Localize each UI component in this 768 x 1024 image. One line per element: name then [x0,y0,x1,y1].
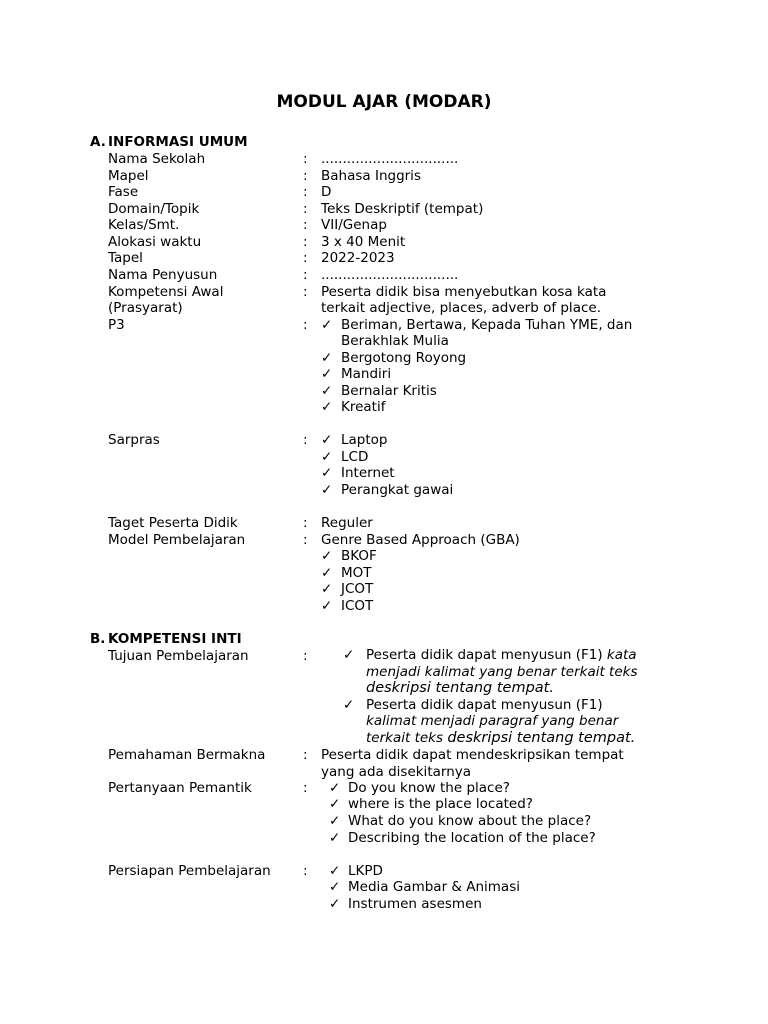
field-label: Mapel [108,168,149,184]
p3-item: ✓ Kreatif [321,399,386,415]
section-b-title: KOMPETENSI INTI [108,631,242,647]
colon: : [303,515,308,531]
sarpras-item: ✓ Perangkat gawai [321,482,454,498]
checkmark-icon: ✓ [329,863,341,879]
checkmark-icon: ✓ [321,581,333,597]
colon: : [303,532,308,548]
field-value: 3 x 40 Menit [321,234,406,250]
pertanyaan-item: ✓ where is the place located? [329,796,533,812]
model-item: ✓ MOT [321,565,372,581]
colon: : [303,747,308,763]
checkmark-icon: ✓ [329,896,341,912]
section-b-letter: B. [90,631,106,647]
colon: : [303,217,308,233]
kompetensi-awal-line1: Peserta didik bisa menyebutkan kosa kata [321,284,607,300]
p3-item: ✓ Mandiri [321,366,392,382]
kompetensi-awal-line2: terkait adjective, places, adverb of place. [321,300,601,316]
pertanyaan-item: ✓ Do you know the place? [329,780,510,796]
checkmark-icon: ✓ [321,350,333,366]
checkmark-icon: ✓ [321,366,333,382]
colon: : [303,648,308,664]
sarpras-item: ✓ LCD [321,449,369,465]
tujuan-item-1-line3: deskripsi tentang tempat. [366,680,554,696]
checkmark-icon: ✓ [329,830,341,846]
field-label: Nama Sekolah [108,151,206,167]
sarpras-item: ✓ Laptop [321,432,388,448]
p3-item: ✓ Beriman, Bertawa, Kepada Tuhan YME, dan [321,317,633,333]
p3-label: P3 [108,317,125,333]
model-label: Model Pembelajaran [108,532,246,548]
field-value: 2022-2023 [321,250,395,266]
colon: : [303,317,308,333]
checkmark-icon: ✓ [321,317,333,333]
checkmark-icon: ✓ [321,598,333,614]
checkmark-icon: ✓ [321,482,333,498]
field-value: VII/Genap [321,217,387,233]
field-label: Alokasi waktu [108,234,202,250]
field-label: Tapel [108,250,143,266]
checkmark-icon: ✓ [329,813,341,829]
colon: : [303,250,308,266]
pemahaman-label: Pemahaman Bermakna [108,747,266,763]
p3-item: ✓ Bernalar Kritis [321,383,437,399]
field-value: D [321,184,332,200]
colon: : [303,184,308,200]
checkmark-icon: ✓ [343,647,355,663]
page-title: MODUL AJAR (MODAR) [276,92,492,112]
colon: : [303,151,308,167]
colon: : [303,234,308,250]
tujuan-item-1: ✓ Peserta didik dapat menyusun (F1) kata [343,647,637,663]
field-value: ................................ [321,267,459,283]
section-a-heading [90,134,248,150]
checkmark-icon: ✓ [321,565,333,581]
section-b-heading [90,631,242,647]
model-item: ✓ BKOF [321,548,377,564]
persiapan-label: Persiapan Pembelajaran [108,863,271,879]
colon: : [303,267,308,283]
colon: : [303,168,308,184]
model-value: Genre Based Approach (GBA) [321,532,520,548]
checkmark-icon: ✓ [329,796,341,812]
checkmark-icon: ✓ [329,780,341,796]
section-a-title: INFORMASI UMUM [108,134,248,150]
colon: : [303,780,308,796]
pemahaman-line1: Peserta didik dapat mendeskripsikan tempat [321,747,624,763]
sarpras-item: ✓ Internet [321,465,395,481]
model-item: ✓ ICOT [321,598,374,614]
tujuan-label: Tujuan Pembelajaran [108,648,249,664]
persiapan-item: ✓ Instrumen asesmen [329,896,482,912]
persiapan-item: ✓ Media Gambar & Animasi [329,879,520,895]
target-label: Taget Peserta Didik [108,515,238,531]
prasyarat-label: (Prasyarat) [108,300,183,316]
colon: : [303,432,308,448]
kompetensi-awal-label: Kompetensi Awal [108,284,224,300]
section-a-letter: A. [90,134,106,150]
field-value: Bahasa Inggris [321,168,421,184]
field-label: Domain/Topik [108,201,200,217]
colon: : [303,201,308,217]
field-value: ................................ [321,151,459,167]
field-label: Kelas/Smt. [108,217,180,233]
checkmark-icon: ✓ [321,449,333,465]
pemahaman-line2: yang ada disekitarnya [321,764,472,780]
p3-item: ✓ Bergotong Royong [321,350,467,366]
colon: : [303,284,308,300]
field-label: Nama Penyusun [108,267,218,283]
p3-item-continuation: Berakhlak Mulia [341,333,449,349]
pertanyaan-item: ✓ Describing the location of the place? [329,830,596,846]
checkmark-icon: ✓ [321,432,333,448]
field-value: Teks Deskriptif (tempat) [321,201,484,217]
tujuan-item-2: ✓ Peserta didik dapat menyusun (F1) [343,697,603,713]
checkmark-icon: ✓ [321,383,333,399]
tujuan-item-2-line3: terkait teks deskripsi tentang tempat. [366,730,636,746]
checkmark-icon: ✓ [321,548,333,564]
pertanyaan-item: ✓ What do you know about the place? [329,813,592,829]
pertanyaan-label: Pertanyaan Pemantik [108,780,252,796]
checkmark-icon: ✓ [329,879,341,895]
persiapan-item: ✓ LKPD [329,863,383,879]
field-label: Fase [108,184,139,200]
tujuan-item-1-line2: menjadi kalimat yang benar terkait teks [366,664,638,680]
target-value: Reguler [321,515,373,531]
tujuan-item-2-line2: kalimat menjadi paragraf yang benar [366,713,619,729]
colon: : [303,863,308,879]
sarpras-label: Sarpras [108,432,160,448]
model-item: ✓ JCOT [321,581,374,597]
checkmark-icon: ✓ [321,465,333,481]
checkmark-icon: ✓ [321,399,333,415]
checkmark-icon: ✓ [343,697,355,713]
